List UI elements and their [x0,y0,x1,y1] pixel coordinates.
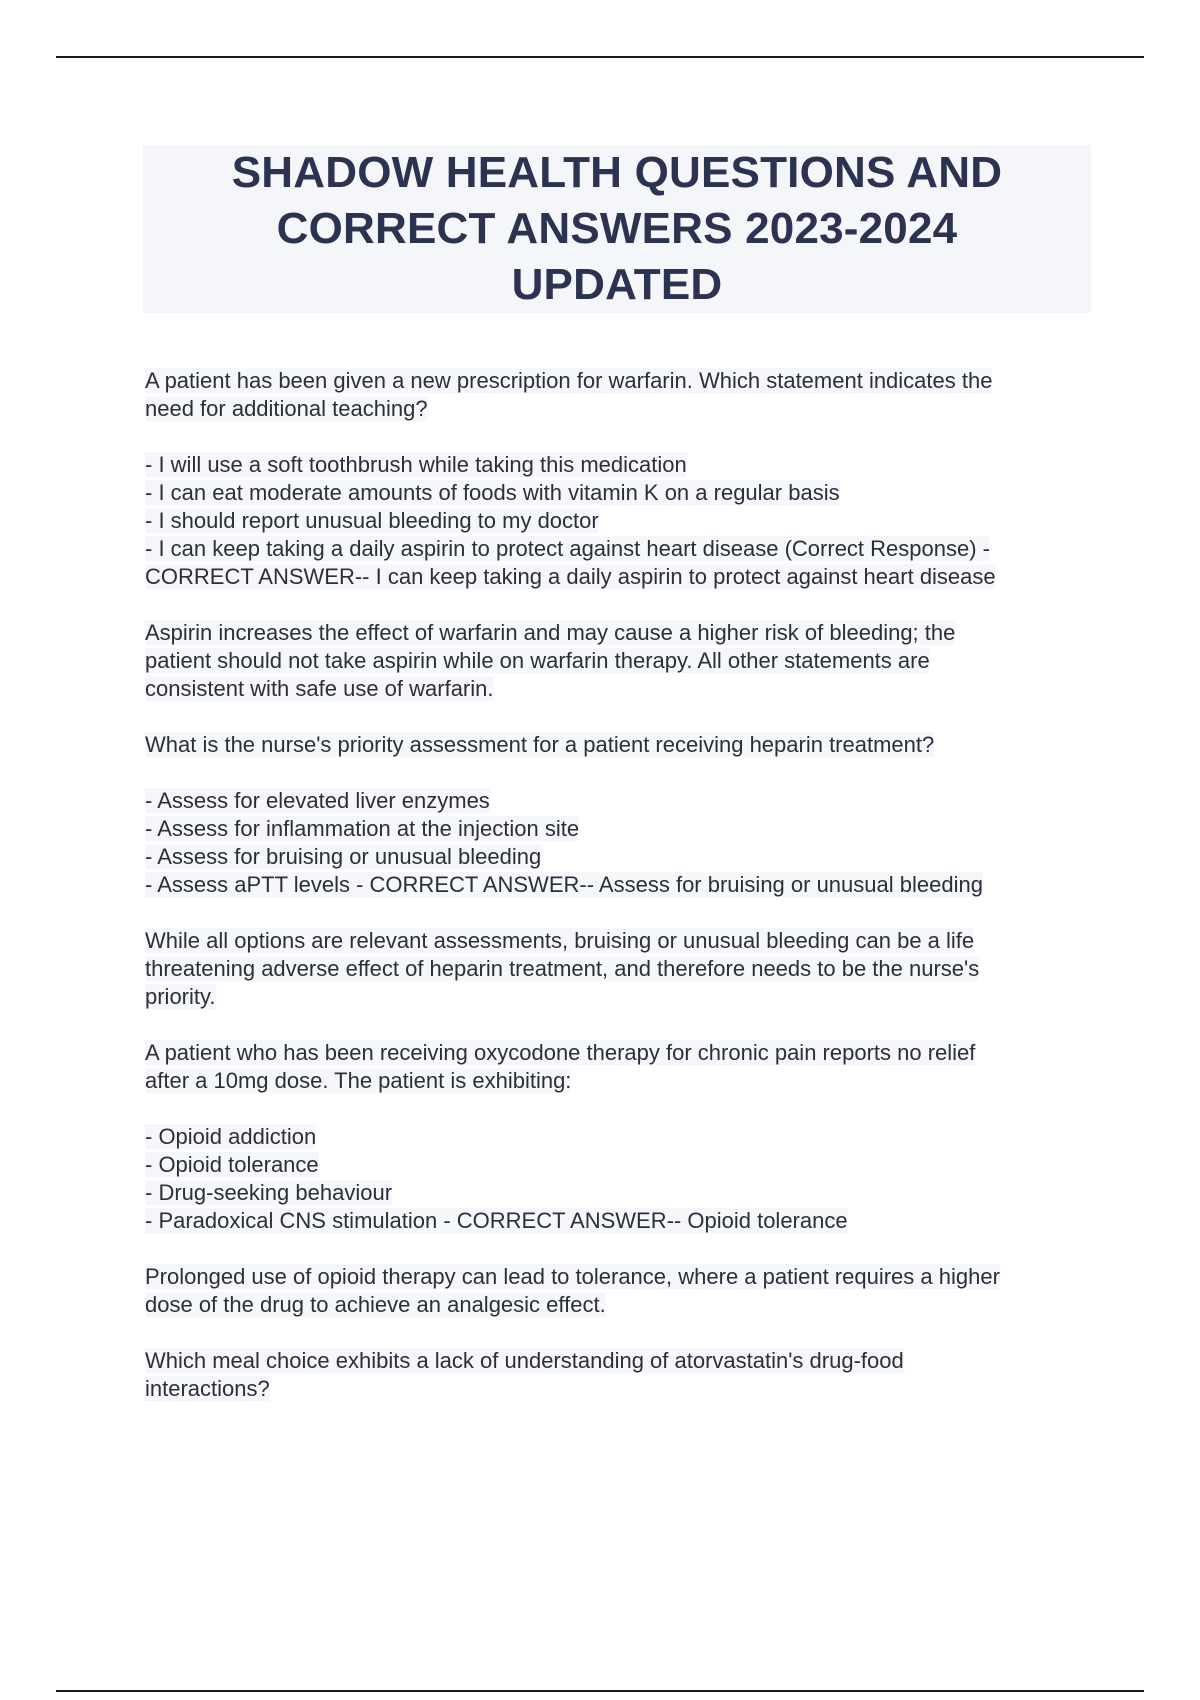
answer-option: - I can keep taking a daily aspirin to protect against heart disease (Correct Response) - [145,536,990,561]
question-text: What is the nurse's priority assessment for a patient receiving heparin treatment? [145,732,935,757]
top-rule [56,56,1144,58]
question-text: Which meal choice exhibits a lack of understanding of atorvastatin's drug-food [145,1348,904,1373]
answer-option: - Assess for inflammation at the injection site [145,816,580,841]
answer-option: - Assess for bruising or unusual bleeding [145,844,542,869]
rationale-text: Aspirin increases the effect of warfarin and may cause a higher risk of bleeding; the [145,620,956,645]
rationale-text: While all options are relevant assessments, bruising or unusual bleeding can be a life [145,928,975,953]
answer-option: - Drug-seeking behaviour [145,1180,393,1205]
correct-answer: - Paradoxical CNS stimulation - CORRECT ANSWER-- Opioid tolerance [145,1208,848,1233]
answer-option: - Opioid tolerance [145,1152,319,1177]
correct-answer: CORRECT ANSWER-- I can keep taking a daily aspirin to protect against heart disease [145,564,996,589]
question-text: after a 10mg dose. The patient is exhibiting: [145,1068,572,1093]
answer-option: - Assess for elevated liver enzymes [145,788,490,813]
title-line: SHADOW HEALTH QUESTIONS AND [231,148,1003,197]
bottom-rule [56,1690,1144,1692]
rationale-text: threatening adverse effect of heparin treatment, and therefore needs to be the nurse's [145,956,980,981]
rationale-text: dose of the drug to achieve an analgesic effect. [145,1292,606,1317]
document-body [145,367,1095,1403]
title-line: CORRECT ANSWERS 2023-2024 [276,204,958,253]
answer-option: - I should report unusual bleeding to my doctor [145,508,599,533]
title-line: UPDATED [511,260,723,309]
answer-option: - I will use a soft toothbrush while taking this medication [145,452,687,477]
rationale-text: patient should not take aspirin while on warfarin therapy. All other statements are [145,648,930,673]
rationale-text: consistent with safe use of warfarin. [145,676,494,701]
question-block-1 [145,367,1095,703]
title-banner [143,145,1091,313]
rationale-text: priority. [145,984,216,1009]
question-text: interactions? [145,1376,270,1401]
question-block-4 [145,1347,1095,1403]
document-title [232,145,1003,313]
question-block-3 [145,1039,1095,1319]
question-text: A patient has been given a new prescription for warfarin. Which statement indicates the [145,368,993,393]
answer-option: - Opioid addiction [145,1124,317,1149]
question-block-2 [145,731,1095,1011]
rationale-text: Prolonged use of opioid therapy can lead to tolerance, where a patient requires a higher [145,1264,1000,1289]
question-text: A patient who has been receiving oxycodone therapy for chronic pain reports no relief [145,1040,976,1065]
answer-option: - I can eat moderate amounts of foods with vitamin K on a regular basis [145,480,840,505]
correct-answer: - Assess aPTT levels - CORRECT ANSWER-- Assess for bruising or unusual bleeding [145,872,983,897]
question-text: need for additional teaching? [145,396,428,421]
